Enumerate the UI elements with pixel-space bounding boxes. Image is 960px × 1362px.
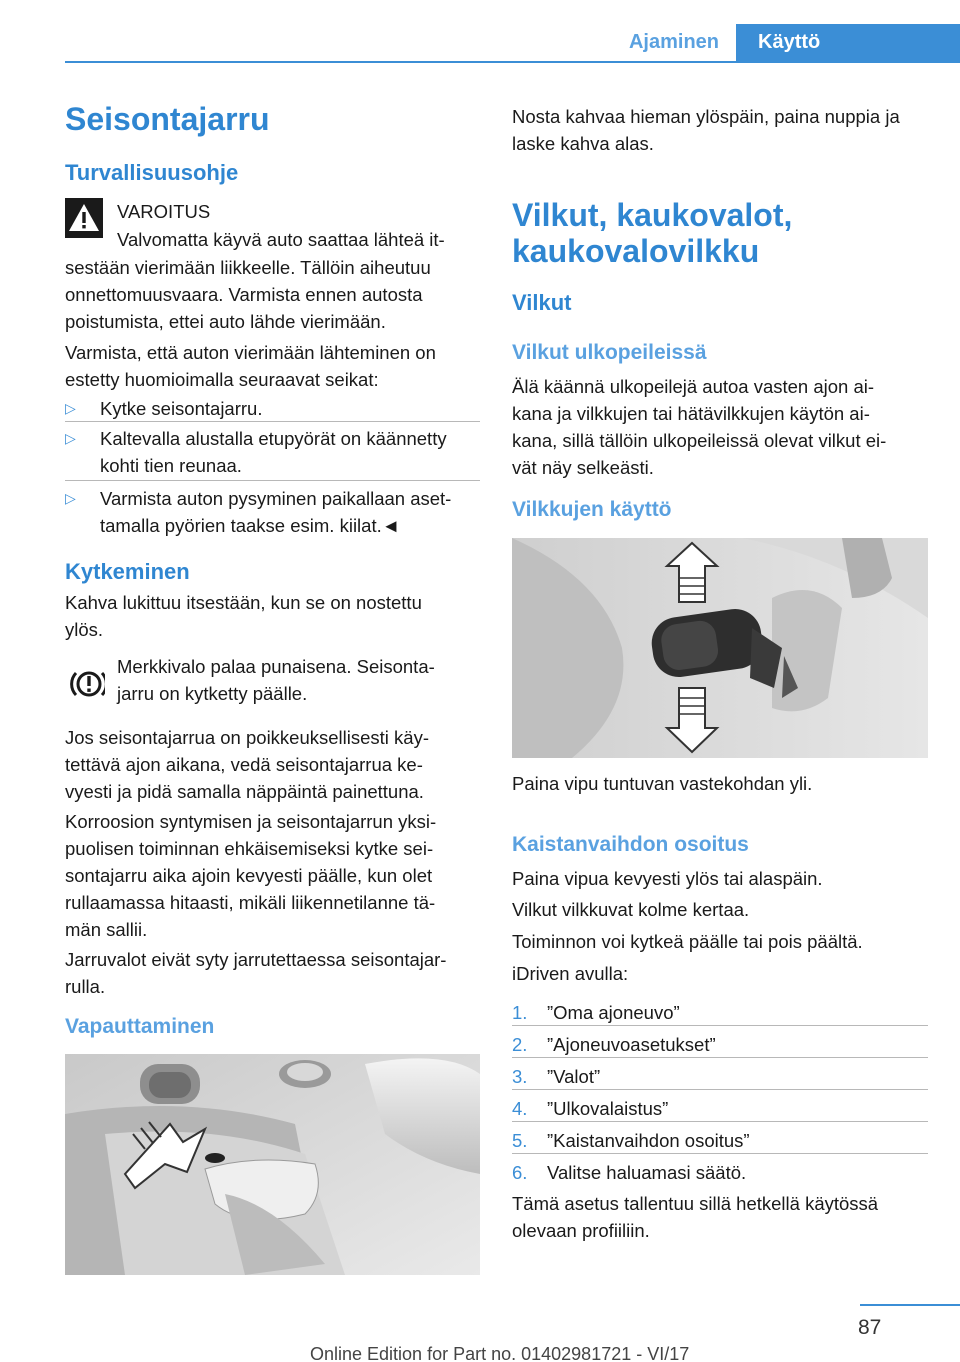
lane-text-2: Vilkut vilkkuvat kolme kertaa. — [512, 899, 750, 920]
step-number: 1. — [512, 1002, 528, 1023]
press-text: Paina vipu tuntuvan vastekohdan yli. — [512, 773, 813, 794]
indicator-line-2: jarru on kytketty päälle. — [117, 683, 308, 704]
warning-label: VAROITUS — [117, 201, 211, 222]
mirror-line-2: kana ja vilkkujen tai hätävilkkujen käytön ai- — [512, 403, 870, 424]
step-divider — [512, 1025, 928, 1026]
corrosion-line-3: sontajarru aika ajoin kevyesti päälle, kun olet — [65, 865, 433, 886]
lane-heading: Kaistanvaihdon osoitus — [512, 833, 749, 856]
step-number: 3. — [512, 1066, 528, 1087]
indicator-line-1: Merkkivalo palaa punaisena. Seisonta- — [117, 656, 435, 677]
step-divider — [512, 1121, 928, 1122]
bullet-text: Kytke seisontajarru. — [100, 398, 263, 419]
triangle-bullet-icon: ▷ — [65, 400, 76, 416]
tab-ajaminen[interactable]: Ajaminen — [628, 31, 720, 53]
step-text: ”Kaistanvaihdon osoitus” — [547, 1130, 750, 1151]
warning-text-line-3: onnettomuusvaara. Varmista ennen autosta — [65, 284, 423, 305]
step-number: 6. — [512, 1162, 528, 1183]
step-text: ”Oma ajoneuvo” — [547, 1002, 680, 1023]
safety-heading: Turvallisuusohje — [65, 160, 239, 185]
step-text: ”Valot” — [547, 1066, 601, 1087]
bullet-text: Varmista auton pysyminen paikallaan aset- — [100, 488, 452, 509]
bullet-text: tamalla pyörien taakse esim. kiilat.◄ — [100, 515, 401, 536]
page-number: 87 — [858, 1316, 882, 1339]
emergency-line-3: vyesti ja pidä samalla näppäintä painettuna. — [65, 781, 424, 802]
profile-line-2: olevaan profiiliin. — [512, 1220, 650, 1241]
step-text: Valitse haluamasi säätö. — [547, 1162, 747, 1183]
tab-kaytto[interactable]: Käyttö — [736, 24, 960, 63]
bullet-text: kohti tien reunaa. — [100, 455, 242, 476]
emergency-line-1: Jos seisontajarrua on poikkeuksellisesti käy- — [65, 727, 430, 748]
step-number: 2. — [512, 1034, 528, 1055]
engage-line-1: Kahva lukittuu itsestään, kun se on nostettu — [65, 592, 422, 613]
lift-line-1: Nosta kahvaa hieman ylöspäin, paina nuppia ja — [512, 106, 900, 127]
mirror-heading: Vilkut ulkopeileissä — [512, 341, 707, 364]
corrosion-line-4: rullaamassa hitaasti, mikäli liikennetilanne tä- — [65, 892, 436, 913]
idrive-text: iDriven avulla: — [512, 963, 629, 984]
step-number: 5. — [512, 1130, 528, 1151]
step-text: ”Ajoneuvoasetukset” — [547, 1034, 716, 1055]
engage-heading: Kytkeminen — [65, 559, 190, 584]
mirror-line-3: kana, sillä tällöin ulkopeileissä olevat vilkut ei- — [512, 430, 887, 451]
lift-line-2: laske kahva alas. — [512, 133, 654, 154]
bullet-divider — [65, 421, 480, 422]
intro-line-1: Varmista, että auton vierimään lähteminen on — [65, 342, 436, 363]
triangle-bullet-icon: ▷ — [65, 490, 76, 506]
engage-line-2: ylös. — [65, 619, 104, 640]
bullet-text: Kaltevalla alustalla etupyörät on käännetty — [100, 428, 447, 449]
brake-light-line-2: rulla. — [65, 976, 106, 997]
warning-text-line-1: Valvomatta käyvä auto saattaa lähteä it- — [117, 229, 445, 250]
corrosion-line-2: puolisen toiminnan ehkäisemiseksi kytke sei- — [65, 838, 434, 859]
section-title-line-1: Vilkut, kaukovalot, — [512, 197, 793, 233]
mirror-line-1: Älä käännä ulkopeilejä autoa vasten ajon ai- — [512, 376, 875, 397]
warning-text-line-4: poistumista, ettei auto lähde vierimään. — [65, 311, 386, 332]
triangle-bullet-icon: ▷ — [65, 430, 76, 446]
lane-text-3: Toiminnon voi kytkeä päälle tai pois päältä. — [512, 931, 863, 952]
corrosion-line-5: män sallii. — [65, 919, 148, 940]
section-title-line-2: kaukovalovilkku — [512, 233, 760, 269]
turn-signal-heading: Vilkut — [512, 290, 572, 315]
warning-text-line-2: sestään vierimään liikkeelle. Tällöin aiheutuu — [65, 257, 431, 278]
brake-light-line-1: Jarruvalot eivät syty jarrutettaessa seisontajar- — [65, 949, 447, 970]
parking-brake-indicator-icon — [65, 655, 105, 713]
emergency-line-2: tettävä ajon aikana, vedä seisontajarrua ke- — [65, 754, 423, 775]
page-title: Seisontajarru — [65, 101, 270, 137]
handbrake-illustration — [65, 1054, 480, 1275]
step-text: ”Ulkovalaistus” — [547, 1098, 669, 1119]
intro-line-2: estetty huomioimalla seuraavat seikat: — [65, 369, 379, 390]
release-heading: Vapauttaminen — [65, 1015, 215, 1038]
footer-rule — [860, 1304, 960, 1306]
profile-line-1: Tämä asetus tallentuu sillä hetkellä käytössä — [512, 1193, 879, 1214]
lever-illustration — [512, 538, 928, 758]
handbrake-photo — [65, 1054, 480, 1275]
corrosion-line-1: Korroosion syntymisen ja seisontajarrun yksi- — [65, 811, 437, 832]
edition-text: Online Edition for Part no. 01402981721 - VI/17 — [310, 1344, 690, 1362]
warning-icon — [65, 198, 103, 238]
step-divider — [512, 1089, 928, 1090]
step-divider — [512, 1153, 928, 1154]
mirror-line-4: vät näy selkeästi. — [512, 457, 654, 478]
turn-signal-lever-photo — [512, 538, 928, 758]
step-divider — [512, 1057, 928, 1058]
bullet-divider — [65, 480, 480, 481]
lane-text-1: Paina vipua kevyesti ylös tai alaspäin. — [512, 868, 823, 889]
step-number: 4. — [512, 1098, 528, 1119]
usage-heading: Vilkkujen käyttö — [512, 498, 672, 521]
